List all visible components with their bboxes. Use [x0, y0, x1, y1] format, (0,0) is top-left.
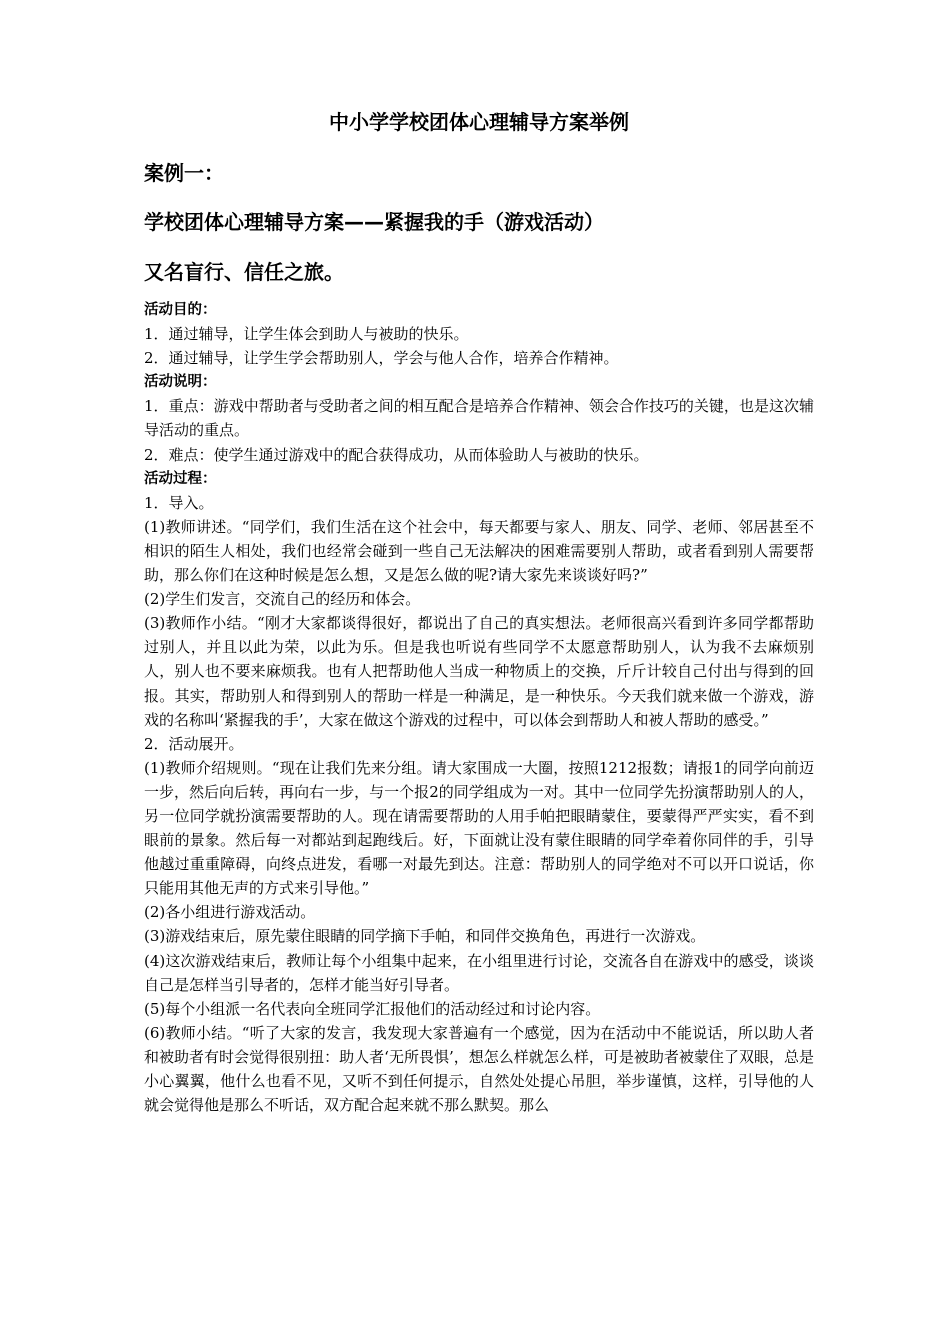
- section-heading: 活动目的：: [144, 302, 217, 318]
- body-paragraph: 2．通过辅导，让学生学会帮助别人，学会与他人合作，培养合作精神。: [144, 349, 619, 368]
- body-paragraph: 1．通过辅导，让学生体会到助人与被助的快乐。: [144, 325, 469, 344]
- body-paragraph: 2．难点：使学生通过游戏中的配合获得成功，从而体验助人与被助的快乐。: [144, 445, 649, 464]
- section-heading: 活动说明：: [144, 374, 217, 391]
- body-paragraph: (4)这次游戏结束后，教师让每个小组集中起来，在小组里进行讨论，交流各自在游戏中的感受，谈谈自己是怎样当引导者的，怎样才能当好引导者。: [144, 951, 814, 994]
- case-label: 案例一：: [144, 161, 224, 185]
- body-paragraph: (5)每个小组派一名代表向全班同学汇报他们的活动经过和讨论内容。: [144, 999, 601, 1018]
- body-paragraph: (6)教师小结。“听了大家的发言，我发现大家普遍有一个感觉，因为在活动中不能说话，所以助人者和被助者有时会觉得很别扭：助人者‘无所畏惧’，想怎么样就怎么样，可是被助者被蒙住了双眼，总是小心翼翼，他什么也看不见，又听不到任何提示，自然处处提心吊胆，举步谨慎，这样，引导他的人就会觉得他是那么不听话，双方配合起来就不那么默契。那么: [144, 1023, 814, 1115]
- plan-title: 学校团体心理辅导方案——紧握我的手（游戏活动）: [144, 210, 604, 234]
- body-paragraph: (1)教师介绍规则。“现在让我们先来分组。请大家围成一大圈，按照1212报数；请报1的同学向前迈一步，然后向后转，再向右一步，与一个报2的同学组成为一对。其中一位同学先扮演帮助别人的人，另一位同学就扮演需要帮助的人。现在请需要帮助的人用手帕把眼睛蒙住，要蒙得严严实实，看不到眼前的景象。然后每一对都站到起跑线后。好，下面就让没有蒙住眼睛的同学牵着你同伴的手，引导他越过重重障碍，向终点进发，看哪一对最先到达。注意：帮助别人的同学绝对不可以开口说话，你只能用其他无声的方式来引导他。”: [144, 758, 814, 898]
- body-paragraph: 1．重点：游戏中帮助者与受助者之间的相互配合是培养合作精神、领会合作技巧的关键，也是这次辅导活动的重点。: [144, 397, 814, 440]
- section-heading: 活动过程：: [144, 470, 217, 487]
- body-paragraph: (3)游戏结束后，原先蒙住眼睛的同学摘下手帕，和同伴交换角色，再进行一次游戏。: [144, 927, 706, 946]
- document-body: [144, 298, 814, 1117]
- body-paragraph: 1．导入。: [144, 493, 214, 512]
- body-paragraph: (3)教师作小结。“刚才大家都谈得很好，都说出了自己的真实想法。老师很高兴看到许多同学都帮助过别人，并且以此为荣，以此为乐。但是我也听说有些同学不太愿意帮助别人，认为我不去麻烦别人，别人也不要来麻烦我。也有人把帮助他人当成一种物质上的交换，斤斤计较自己付出与得到的回报。其实，帮助别人和得到别人的帮助一样是一种满足，是一种快乐。今天我们就来做一个游戏，游戏的名称叫‘紧握我的手’，大家在做这个游戏的过程中，可以体会到帮助人和被人帮助的感受。”: [144, 614, 814, 729]
- plan-alias: 又名盲行、信任之旅。: [144, 260, 344, 284]
- body-paragraph: (1)教师讲述。“同学们，我们生活在这个社会中，每天都要与家人、朋友、同学、老师、邻居甚至不相识的陌生人相处，我们也经常会碰到一些自己无法解决的困难需要别人帮助，或者看到别人需要帮助，那么你们在这种时候是怎么想，又是怎么做的呢?请大家先来谈谈好吗?”: [144, 517, 814, 585]
- body-paragraph: 2．活动展开。: [144, 734, 244, 753]
- document-title: 中小学学校团体心理辅导方案举例: [329, 110, 629, 134]
- body-paragraph: (2)各小组进行游戏活动。: [144, 903, 316, 922]
- body-paragraph: (2)学生们发言，交流自己的经历和体会。: [144, 590, 421, 609]
